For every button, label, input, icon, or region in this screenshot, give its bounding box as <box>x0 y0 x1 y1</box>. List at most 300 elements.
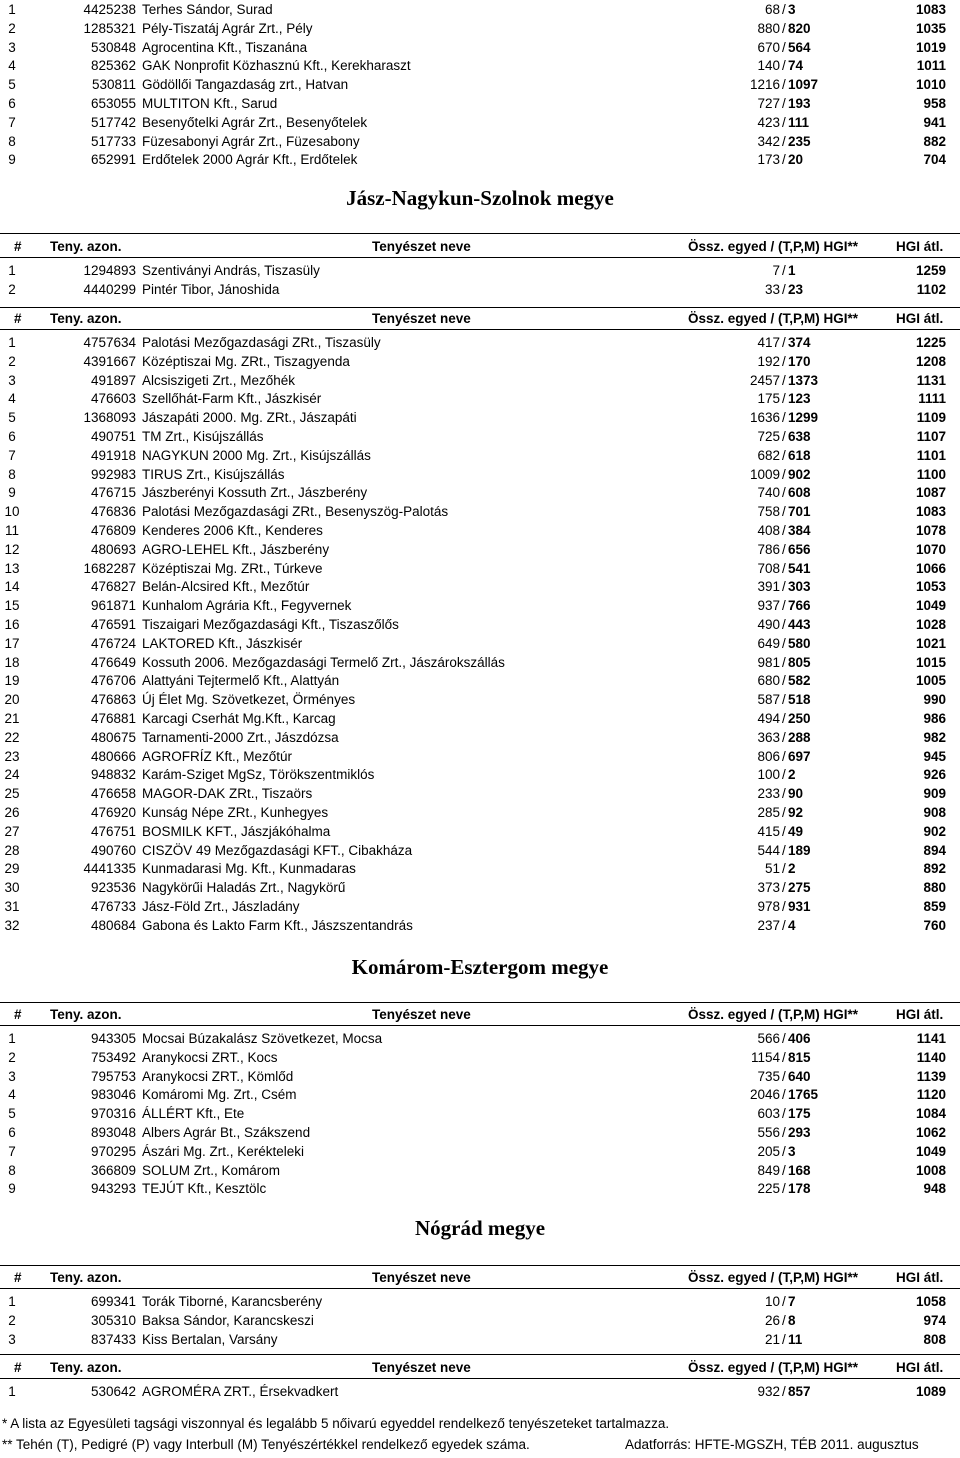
farm-id: 970316 <box>90 1106 136 1122</box>
hgi-count: 303 <box>788 579 811 595</box>
table-row <box>0 389 960 408</box>
slash-separator: / <box>782 579 786 595</box>
total-count: 225 <box>757 1181 780 1197</box>
hgi-count: 123 <box>788 391 811 407</box>
row-number: 1 <box>8 263 16 278</box>
hgi-average: 760 <box>923 917 946 933</box>
row-number: 9 <box>8 1181 16 1197</box>
total-count: 978 <box>757 899 780 914</box>
slash-separator: / <box>782 133 786 149</box>
hgi-average: 882 <box>923 133 946 149</box>
hgi-average: 1083 <box>915 2 946 17</box>
header-id: Teny. azon. <box>50 1007 122 1022</box>
row-number: 1 <box>8 1294 16 1309</box>
header-num: # <box>14 1007 22 1022</box>
hgi-average: 1011 <box>916 58 946 74</box>
row-number: 31 <box>4 899 20 914</box>
farm-id: 753492 <box>90 1049 136 1065</box>
farm-name: AGROMÉRA ZRT., Érsekvadkert <box>142 1384 339 1399</box>
table-header <box>0 1268 960 1287</box>
slash-separator: / <box>782 1068 786 1084</box>
farm-name: Nagykörűi Haladás Zrt., Nagykörű <box>142 880 346 896</box>
row-number: 6 <box>8 96 16 111</box>
hgi-average: 1089 <box>915 1384 946 1399</box>
farm-id: 653055 <box>90 96 136 111</box>
slash-separator: / <box>782 114 786 130</box>
farm-name: Albers Agrár Bt., Szákszend <box>142 1125 311 1140</box>
slash-separator: / <box>782 1049 786 1065</box>
slash-separator: / <box>782 786 786 802</box>
hgi-average: 1100 <box>916 466 946 482</box>
hgi-average: 1225 <box>915 335 946 350</box>
farm-id: 4391667 <box>83 353 136 369</box>
hgi-average: 1070 <box>915 541 946 557</box>
footnote-1: * A lista az Egyesületi tagsági viszonnyal és legalább 5 nőivarú egyeddel rendelkező tenyészeteket tartalmazza. <box>2 1416 670 1431</box>
row-number: 7 <box>8 1143 16 1159</box>
hgi-average: 894 <box>923 842 946 858</box>
table-header <box>0 309 960 328</box>
header-name: Tenyészet neve <box>372 1270 471 1285</box>
hgi-count: 2 <box>788 861 796 877</box>
row-number: 2 <box>8 20 16 36</box>
farm-name: Torák Tiborné, Karancsberény <box>142 1294 323 1309</box>
table-row <box>0 446 960 465</box>
farm-id: 480675 <box>90 729 136 745</box>
table-row <box>0 690 960 709</box>
farm-id: 517733 <box>90 133 136 149</box>
hgi-average: 1208 <box>915 353 946 369</box>
row-number: 12 <box>4 541 20 557</box>
farm-name: Kenderes 2006 Kft., Kenderes <box>142 523 323 538</box>
farm-name: Jászberényi Kossuth Zrt., Jászberény <box>142 485 368 501</box>
row-number: 29 <box>4 861 20 877</box>
table-row <box>0 577 960 596</box>
farm-id: 983046 <box>90 1087 136 1103</box>
hgi-count: 857 <box>788 1384 811 1399</box>
farm-id: 490760 <box>90 842 136 858</box>
slash-separator: / <box>782 767 786 783</box>
slash-separator: / <box>782 1331 786 1347</box>
row-number: 17 <box>4 635 20 651</box>
farm-name: Füzesabonyi Agrár Zrt., Füzesabony <box>142 133 360 149</box>
hgi-count: 815 <box>788 1049 811 1065</box>
row-number: 32 <box>4 917 20 933</box>
table-row <box>0 56 960 75</box>
table-row <box>0 502 960 521</box>
hgi-count: 23 <box>788 281 804 297</box>
farm-name: Komáromi Mg. Zrt., Csém <box>142 1087 297 1103</box>
total-count: 1216 <box>749 77 780 93</box>
row-number: 21 <box>4 711 20 726</box>
row-number: 5 <box>8 410 16 426</box>
total-count: 544 <box>757 842 780 858</box>
farm-id: 476836 <box>90 504 136 520</box>
hgi-average: 1015 <box>915 654 946 670</box>
table-header <box>0 1358 960 1377</box>
hgi-average: 1058 <box>915 1294 946 1309</box>
total-count: 33 <box>764 281 780 297</box>
row-number: 4 <box>8 391 16 407</box>
table-row <box>0 878 960 897</box>
hgi-average: 1028 <box>915 617 946 632</box>
row-number: 26 <box>4 805 20 820</box>
hgi-count: 1299 <box>788 410 819 426</box>
row-number: 7 <box>8 114 16 130</box>
table-row <box>0 1330 960 1349</box>
hgi-count: 111 <box>788 114 810 130</box>
table-row <box>0 521 960 540</box>
slash-separator: / <box>782 842 786 858</box>
row-number: 2 <box>8 281 16 297</box>
farm-id: 476724 <box>90 635 136 651</box>
slash-separator: / <box>782 635 786 651</box>
hgi-average: 990 <box>923 692 946 708</box>
farm-name: Kossuth 2006. Mezőgazdasági Termelő Zrt., Jászárokszállás <box>142 654 505 670</box>
farm-id: 1285321 <box>83 20 136 36</box>
row-number: 18 <box>4 654 20 670</box>
slash-separator: / <box>782 541 786 557</box>
slash-separator: / <box>782 654 786 670</box>
slash-separator: / <box>782 598 786 614</box>
header-rule-top <box>0 1265 960 1266</box>
farm-name: Agrocentina Kft., Tiszanána <box>142 39 308 55</box>
farm-name: Gabona és Lakto Farm Kft., Jászszentandrás <box>142 917 413 933</box>
table-row <box>0 671 960 690</box>
row-number: 28 <box>4 842 20 858</box>
farm-name: Pintér Tibor, Jánoshida <box>142 281 280 297</box>
hgi-count: 178 <box>788 1181 811 1197</box>
row-number: 15 <box>4 598 20 614</box>
farm-id: 476706 <box>90 673 136 689</box>
row-number: 13 <box>4 560 20 576</box>
hgi-count: 1 <box>788 263 796 278</box>
farm-name: ÁLLÉRT Kft., Ete <box>142 1106 245 1122</box>
table-row <box>0 465 960 484</box>
total-count: 937 <box>757 598 780 614</box>
table-row <box>0 333 960 352</box>
table-row <box>0 709 960 728</box>
slash-separator: / <box>782 466 786 482</box>
hgi-count: 541 <box>788 560 811 576</box>
slash-separator: / <box>782 281 786 297</box>
slash-separator: / <box>782 485 786 501</box>
hgi-count: 168 <box>788 1162 811 1178</box>
header-id: Teny. azon. <box>50 311 122 326</box>
total-count: 373 <box>757 880 780 896</box>
hgi-average: 1019 <box>915 39 946 55</box>
hgi-count: 580 <box>788 635 811 651</box>
farm-name: Besenyőtelki Agrár Zrt., Besenyőtelek <box>142 114 368 130</box>
total-count: 2046 <box>749 1087 780 1103</box>
total-count: 670 <box>757 39 780 55</box>
total-count: 1154 <box>750 1049 780 1065</box>
hgi-count: 701 <box>788 504 811 520</box>
total-count: 140 <box>757 58 780 74</box>
row-number: 3 <box>8 1331 16 1347</box>
farm-id: 476881 <box>90 711 136 726</box>
hgi-average: 1021 <box>915 635 946 651</box>
row-number: 11 <box>4 523 19 538</box>
farm-name: Aranykocsi ZRT., Kocs <box>142 1049 278 1065</box>
row-number: 5 <box>8 1106 16 1122</box>
header-avg: HGI átl. <box>896 239 944 254</box>
row-number: 27 <box>4 823 20 839</box>
farm-name: Karám-Sziget MgSz, Törökszentmiklós <box>142 767 375 783</box>
total-count: 981 <box>757 654 780 670</box>
hgi-count: 1097 <box>788 77 819 93</box>
total-count: 1636 <box>749 410 780 426</box>
slash-separator: / <box>782 20 786 36</box>
farm-name: Szentiványi András, Tiszasüly <box>142 263 320 278</box>
row-number: 9 <box>8 485 16 501</box>
row-number: 16 <box>4 617 20 632</box>
hgi-average: 1111 <box>918 391 946 407</box>
slash-separator: / <box>782 861 786 877</box>
hgi-count: 49 <box>788 823 804 839</box>
total-count: 233 <box>757 786 780 802</box>
farm-id: 517742 <box>90 114 136 130</box>
table-row <box>0 765 960 784</box>
hgi-count: 193 <box>788 96 811 111</box>
total-count: 423 <box>757 114 780 130</box>
hgi-count: 1765 <box>788 1087 819 1103</box>
row-number: 3 <box>8 39 16 55</box>
hgi-average: 1008 <box>915 1162 946 1178</box>
table-row <box>0 1311 960 1330</box>
table-row <box>0 280 960 299</box>
table-row <box>0 559 960 578</box>
farm-name: Új Élet Mg. Szövetkezet, Örményes <box>142 692 356 708</box>
row-number: 3 <box>8 372 16 388</box>
table-row <box>0 75 960 94</box>
hgi-count: 820 <box>788 20 811 36</box>
farm-name: Kiss Bertalan, Varsány <box>142 1331 278 1347</box>
farm-id: 476603 <box>90 391 136 407</box>
hgi-count: 582 <box>788 673 811 689</box>
hgi-average: 1035 <box>915 20 946 36</box>
farm-name: Terhes Sándor, Surad <box>142 2 273 17</box>
hgi-average: 1107 <box>916 429 946 444</box>
farm-id: 476591 <box>90 617 136 632</box>
slash-separator: / <box>782 391 786 407</box>
hgi-count: 235 <box>788 133 811 149</box>
hgi-count: 293 <box>788 1125 811 1140</box>
slash-separator: / <box>782 1087 786 1103</box>
header-total: Össz. egyed / (T,P,M) HGI** <box>688 239 859 254</box>
total-count: 10 <box>764 1294 780 1309</box>
hgi-average: 958 <box>923 96 946 111</box>
hgi-average: 1259 <box>915 263 946 278</box>
row-number: 30 <box>4 880 20 896</box>
section-title: Jász-Nagykun-Szolnok megye <box>346 186 614 210</box>
header-rule-top <box>0 1002 960 1003</box>
table-row <box>0 841 960 860</box>
hgi-average: 1062 <box>915 1125 946 1140</box>
header-avg: HGI átl. <box>896 1007 944 1022</box>
hgi-count: 638 <box>788 429 811 444</box>
hgi-count: 90 <box>788 786 804 802</box>
row-number: 25 <box>4 786 20 802</box>
total-count: 603 <box>757 1106 780 1122</box>
farm-name: Kunság Népe ZRt., Kunhegyes <box>142 805 329 820</box>
hgi-count: 11 <box>788 1331 803 1347</box>
table-row <box>0 540 960 559</box>
hgi-average: 1120 <box>916 1087 946 1103</box>
total-count: 342 <box>757 133 780 149</box>
table-row <box>0 1085 960 1104</box>
farm-id: 652991 <box>90 152 136 168</box>
table-row <box>0 859 960 878</box>
table-row <box>0 483 960 502</box>
hgi-average: 941 <box>923 114 946 130</box>
farm-id: 491918 <box>90 447 136 463</box>
farm-name: Aranykocsi ZRT., Kömlőd <box>142 1068 294 1084</box>
slash-separator: / <box>782 917 786 933</box>
table-row <box>0 113 960 132</box>
hgi-count: 608 <box>788 485 811 501</box>
farm-name: MULTITON Kft., Sarud <box>142 96 278 111</box>
hgi-count: 175 <box>788 1106 811 1122</box>
total-count: 708 <box>757 560 780 576</box>
total-count: 556 <box>757 1125 780 1140</box>
slash-separator: / <box>782 1384 786 1399</box>
total-count: 173 <box>757 152 780 168</box>
farm-id: 970295 <box>90 1143 136 1159</box>
total-count: 725 <box>757 429 780 444</box>
slash-separator: / <box>782 335 786 350</box>
farm-name: TEJÚT Kft., Kesztölc <box>142 1181 267 1197</box>
hgi-count: 518 <box>788 692 811 708</box>
farm-id: 943293 <box>90 1181 136 1197</box>
total-count: 494 <box>757 711 780 726</box>
farm-id: 825362 <box>90 58 136 74</box>
farm-name: Palotási Mezőgazdasági ZRt., Besenyszög-Palotás <box>142 504 449 520</box>
farm-id: 4440299 <box>83 281 136 297</box>
farm-id: 476649 <box>90 654 136 670</box>
total-count: 758 <box>757 504 780 520</box>
header-rule-bottom <box>0 1025 960 1026</box>
table-row <box>0 427 960 446</box>
slash-separator: / <box>782 899 786 914</box>
farm-id: 893048 <box>90 1125 136 1140</box>
total-count: 880 <box>757 20 780 36</box>
hgi-count: 374 <box>788 335 811 350</box>
header-name: Tenyészet neve <box>372 311 471 326</box>
farm-id: 530642 <box>90 1384 136 1399</box>
slash-separator: / <box>782 880 786 896</box>
table-row <box>0 653 960 672</box>
hgi-average: 948 <box>923 1181 946 1197</box>
hgi-count: 656 <box>788 541 811 557</box>
total-count: 417 <box>757 335 780 350</box>
farm-name: LAKTORED Kft., Jászkisér <box>142 635 303 651</box>
header-num: # <box>14 1270 22 1285</box>
hgi-average: 704 <box>923 152 946 168</box>
table-row <box>0 747 960 766</box>
slash-separator: / <box>782 1181 786 1197</box>
table-row <box>0 1123 960 1142</box>
row-number: 6 <box>8 429 16 444</box>
table-row <box>0 38 960 57</box>
hgi-average: 945 <box>923 748 946 764</box>
hgi-average: 909 <box>923 786 946 802</box>
row-number: 7 <box>8 447 16 463</box>
table-row <box>0 1292 960 1311</box>
table-row <box>0 0 960 19</box>
total-count: 490 <box>757 617 780 632</box>
header-total: Össz. egyed / (T,P,M) HGI** <box>688 1270 859 1285</box>
slash-separator: / <box>782 504 786 520</box>
farm-name: Erdőtelek 2000 Agrár Kft., Erdőtelek <box>142 152 358 168</box>
farm-id: 795753 <box>90 1068 136 1084</box>
farm-id: 490751 <box>90 429 136 444</box>
hgi-count: 564 <box>788 39 811 55</box>
header-rule-bottom <box>0 1288 960 1289</box>
total-count: 806 <box>757 748 780 764</box>
hgi-average: 1066 <box>915 560 946 576</box>
table-row <box>0 1161 960 1180</box>
farm-name: Középtiszai Mg. ZRt., Túrkeve <box>142 560 323 576</box>
farm-name: Alcsiszigeti Zrt., Mezőhék <box>142 372 296 388</box>
data-source: Adatforrás: HFTE-MGSZH, TÉB 2011. augusztus <box>625 1437 919 1452</box>
slash-separator: / <box>782 617 786 632</box>
hgi-count: 8 <box>788 1312 796 1328</box>
hgi-count: 1373 <box>788 372 819 388</box>
table-row <box>0 596 960 615</box>
row-number: 1 <box>8 2 16 17</box>
slash-separator: / <box>782 729 786 745</box>
slash-separator: / <box>782 1294 786 1309</box>
hgi-average: 1101 <box>916 447 946 463</box>
table-row <box>0 132 960 151</box>
hgi-average: 982 <box>923 729 946 745</box>
header-rule-bottom <box>0 329 960 330</box>
farm-name: Karcagi Cserhát Mg.Kft., Karcag <box>142 711 336 726</box>
slash-separator: / <box>782 823 786 839</box>
table-row <box>0 94 960 113</box>
farm-id: 491897 <box>90 372 136 388</box>
header-num: # <box>14 311 22 326</box>
slash-separator: / <box>782 805 786 820</box>
row-number: 1 <box>8 1031 16 1046</box>
total-count: 415 <box>757 823 780 839</box>
row-number: 24 <box>4 767 20 783</box>
hgi-average: 880 <box>923 880 946 896</box>
hgi-average: 1102 <box>916 281 946 297</box>
farm-id: 4757634 <box>83 335 136 350</box>
total-count: 727 <box>757 96 780 111</box>
slash-separator: / <box>782 152 786 168</box>
table-row <box>0 897 960 916</box>
slash-separator: / <box>782 1312 786 1328</box>
table-row <box>0 916 960 935</box>
farm-id: 305310 <box>90 1312 136 1328</box>
hgi-average: 1140 <box>916 1049 946 1065</box>
farm-name: Belán-Alcsired Kft., Mezőtúr <box>142 579 310 595</box>
table-header <box>0 237 960 256</box>
footnote-2: ** Tehén (T), Pedigré (P) vagy Interbull (M) Tenyészértékkel rendelkező egyedek száma. <box>2 1437 530 1452</box>
table-row <box>0 634 960 653</box>
hgi-count: 3 <box>788 2 796 17</box>
table-row <box>0 371 960 390</box>
table-row <box>0 19 960 38</box>
header-rule-bottom <box>0 257 960 258</box>
hgi-average: 908 <box>923 805 946 820</box>
hgi-average: 1049 <box>915 1143 946 1159</box>
farm-name: Szellőhát-Farm Kft., Jászkisér <box>142 391 322 407</box>
table-row <box>0 261 960 280</box>
farm-name: TM Zrt., Kisújszállás <box>142 429 264 444</box>
